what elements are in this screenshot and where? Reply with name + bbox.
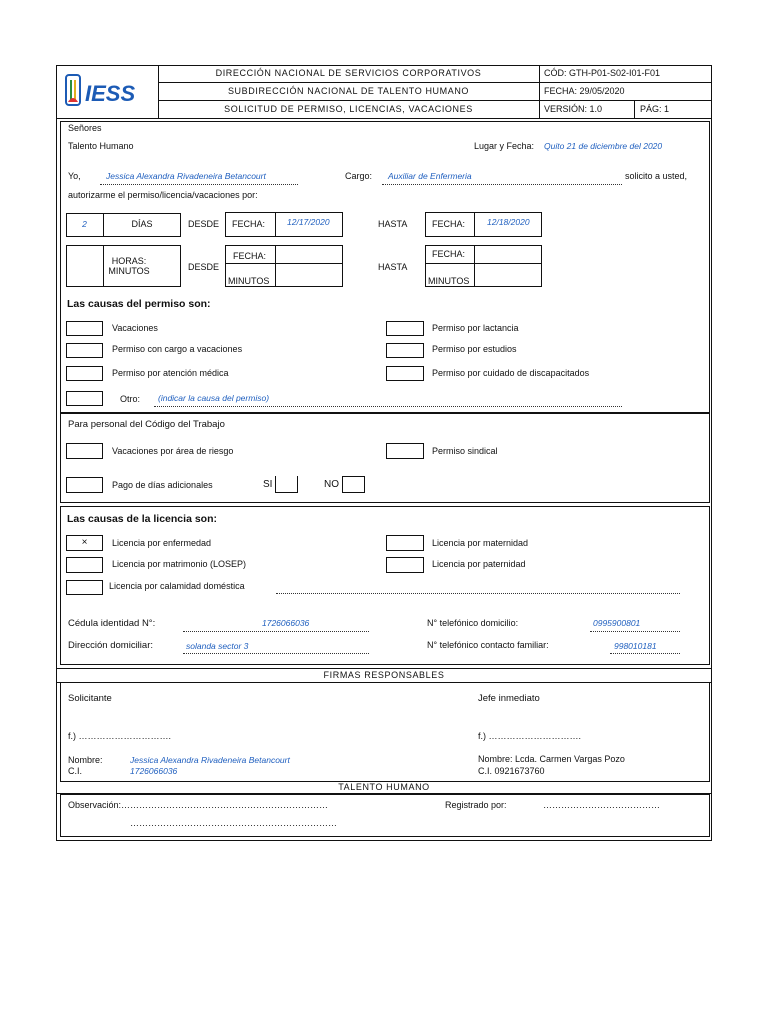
otro-label: Otro: [120, 394, 141, 404]
solicitante-ci-field[interactable]: 1726066036 [130, 766, 178, 776]
desde-hours-fecha: FECHA: [233, 251, 267, 261]
otro-checkbox[interactable] [66, 391, 103, 406]
observacion-label[interactable]: Observación:…………………………………………………………… [68, 800, 329, 810]
familiar-field[interactable]: 998010181 [614, 641, 657, 651]
calamidad-label: Licencia por calamidad doméstica [109, 581, 245, 591]
cedula-label: Cédula identidad N°: [68, 618, 156, 629]
calamidad-checkbox[interactable] [66, 580, 103, 595]
registrado-label: Registrado por: [445, 800, 507, 810]
header-divider [539, 65, 540, 118]
si-checkbox[interactable] [275, 476, 298, 493]
talento-title: TALENTO HUMANO [338, 782, 430, 792]
matrimonio-label: Licencia por matrimonio (LOSEP) [112, 559, 247, 569]
cargo-label: Cargo: [345, 171, 373, 181]
header-pag: PÁG: 1 [640, 104, 670, 114]
no-label: NO [324, 479, 339, 490]
hasta-label: HASTA [378, 219, 408, 229]
lugar-label: Lugar y Fecha: [474, 141, 535, 151]
cedula-field[interactable]: 1726066036 [262, 618, 310, 628]
jefe-signature[interactable]: f.) …………………………. [478, 731, 581, 741]
hasta-hours-label: HASTA [378, 262, 408, 272]
discapacitados-label: Permiso por cuidado de discapacitados [432, 368, 590, 378]
hasta-fecha-label: FECHA: [432, 219, 466, 229]
iess-logo [62, 72, 152, 110]
vacaciones-label: Vacaciones [112, 323, 158, 333]
permiso-title: Las causas del permiso son: [67, 298, 211, 310]
solicitante-signature[interactable]: f.) …………………………. [68, 731, 171, 741]
desde-hours-minutos: MINUTOS [228, 276, 270, 286]
senores-label: Señores [68, 123, 102, 133]
paternidad-checkbox[interactable] [386, 557, 424, 573]
maternidad-label: Licencia por maternidad [432, 538, 529, 548]
cargo-vacaciones-checkbox[interactable] [66, 343, 103, 358]
firmas-top-line [56, 668, 712, 669]
sindical-label: Permiso sindical [432, 446, 498, 456]
header-divider [158, 82, 712, 83]
desde-hours-hline [225, 263, 343, 264]
header-line1: DIRECCIÓN NACIONAL DE SERVICIOS CORPORATIVOS [215, 68, 482, 78]
header-fecha: FECHA: 29/05/2020 [544, 86, 625, 96]
autorizarme-label: autorizarme el permiso/licencia/vacaciones por: [68, 190, 258, 200]
hasta-date-field[interactable]: 12/18/2020 [487, 217, 530, 227]
atencion-medica-checkbox[interactable] [66, 366, 103, 381]
telefono-field[interactable]: 0995900801 [593, 618, 641, 628]
nombre-underline [100, 184, 298, 185]
solicitante-nombre-field[interactable]: Jessica Alexandra Rivadeneira Betancourt [130, 755, 290, 765]
solicitante-ci-label: C.I. [68, 766, 83, 776]
sindical-checkbox[interactable] [386, 443, 424, 459]
telefono-label: N° telefónico domicilio: [427, 618, 519, 628]
lactancia-label: Permiso por lactancia [432, 323, 519, 333]
firmas-title: FIRMAS RESPONSABLES [323, 670, 445, 680]
nombre-field[interactable]: Jessica Alexandra Rivadeneira Betancourt [106, 171, 266, 181]
dias-adicionales-label: Pago de días adicionales [112, 480, 213, 490]
estudios-label: Permiso por estudios [432, 344, 517, 354]
familiar-label: N° telefónico contacto familiar: [427, 640, 549, 650]
header-divider [56, 118, 712, 119]
jefe-nombre: Nombre: Lcda. Carmen Vargas Pozo [478, 754, 625, 764]
hasta-hours-hline [425, 263, 542, 264]
matrimonio-checkbox[interactable] [66, 557, 103, 573]
header-line2: SUBDIRECCIÓN NACIONAL DE TALENTO HUMANO [227, 86, 470, 96]
enfermedad-label: Licencia por enfermedad [112, 538, 212, 548]
desde-date-field[interactable]: 12/17/2020 [287, 217, 330, 227]
hasta-fecha-divider [474, 212, 475, 237]
direccion-underline [183, 653, 369, 654]
familiar-underline [610, 653, 680, 654]
otro-field[interactable]: (indicar la causa del permiso) [158, 393, 270, 403]
dias-label: DÍAS [131, 219, 153, 229]
horas-label: HORAS: [111, 256, 147, 266]
si-label: SI [263, 479, 273, 490]
solicitante-label: Solicitante [68, 693, 112, 704]
estudios-checkbox[interactable] [386, 343, 424, 358]
desde-fecha-divider [275, 212, 276, 237]
jefe-ci: C.I. 0921673760 [478, 766, 545, 776]
header-cod: CÓD: GTH-P01-S02-I01-F01 [544, 68, 661, 78]
registrado-field[interactable]: ………………………………… [543, 800, 660, 810]
horas-minutos-label: MINUTOS [108, 266, 150, 276]
cargo-field[interactable]: Auxiliar de Enfermeria [388, 171, 472, 181]
desde-hours-label: DESDE [188, 262, 220, 272]
direccion-label: Dirección domiciliar: [68, 640, 153, 651]
paternidad-label: Licencia por paternidad [432, 559, 526, 569]
no-checkbox[interactable] [342, 476, 365, 493]
licencia-title: Las causas de la licencia son: [67, 513, 217, 525]
dias-count-field[interactable]: 2 [82, 219, 87, 229]
area-riesgo-checkbox[interactable] [66, 443, 103, 459]
logo-text: IESS [85, 81, 136, 106]
otro-underline [154, 406, 622, 407]
lugar-field[interactable]: Quito 21 de diciembre del 2020 [544, 141, 663, 151]
hasta-hours-divider [474, 245, 475, 287]
cedula-underline [183, 631, 369, 632]
yo-label: Yo, [68, 171, 81, 181]
desde-label: DESDE [188, 219, 220, 229]
solicitante-nombre-label: Nombre: [68, 755, 103, 765]
header-divider [634, 100, 635, 118]
atencion-medica-label: Permiso por atención médica [112, 368, 229, 378]
desde-fecha-label: FECHA: [232, 219, 266, 229]
discapacitados-checkbox[interactable] [386, 366, 424, 381]
header-divider [158, 100, 712, 101]
talento-label: Talento Humano [68, 141, 134, 151]
dias-adicionales-checkbox[interactable] [66, 477, 103, 493]
area-riesgo-label: Vacaciones por área de riesgo [112, 446, 234, 456]
solicito-label: solicito a usted, [625, 171, 688, 181]
calamidad-underline [276, 593, 680, 594]
header-line3: SOLICITUD DE PERMISO, LICENCIAS, VACACIONES [224, 104, 473, 114]
telefono-underline [590, 631, 680, 632]
maternidad-checkbox[interactable] [386, 535, 424, 551]
hasta-hours-fecha: FECHA: [432, 249, 466, 259]
desde-hours-divider [275, 245, 276, 287]
codigo-title: Para personal del Código del Trabajo [68, 419, 225, 430]
hasta-hours-minutos: MINUTOS [428, 276, 470, 286]
jefe-label: Jefe inmediato [478, 693, 540, 704]
direccion-field[interactable]: solanda sector 3 [186, 641, 249, 651]
vacaciones-checkbox[interactable] [66, 321, 103, 336]
cargo-underline [382, 184, 622, 185]
observacion-line2[interactable]: …………………………………………………………… [130, 818, 337, 828]
iess-logo-icon [62, 72, 152, 110]
header-version: VERSIÓN: 1.0 [544, 104, 603, 114]
cargo-vacaciones-label: Permiso con cargo a vacaciones [112, 344, 243, 354]
enfermedad-mark: × [81, 537, 88, 548]
lactancia-checkbox[interactable] [386, 321, 424, 336]
